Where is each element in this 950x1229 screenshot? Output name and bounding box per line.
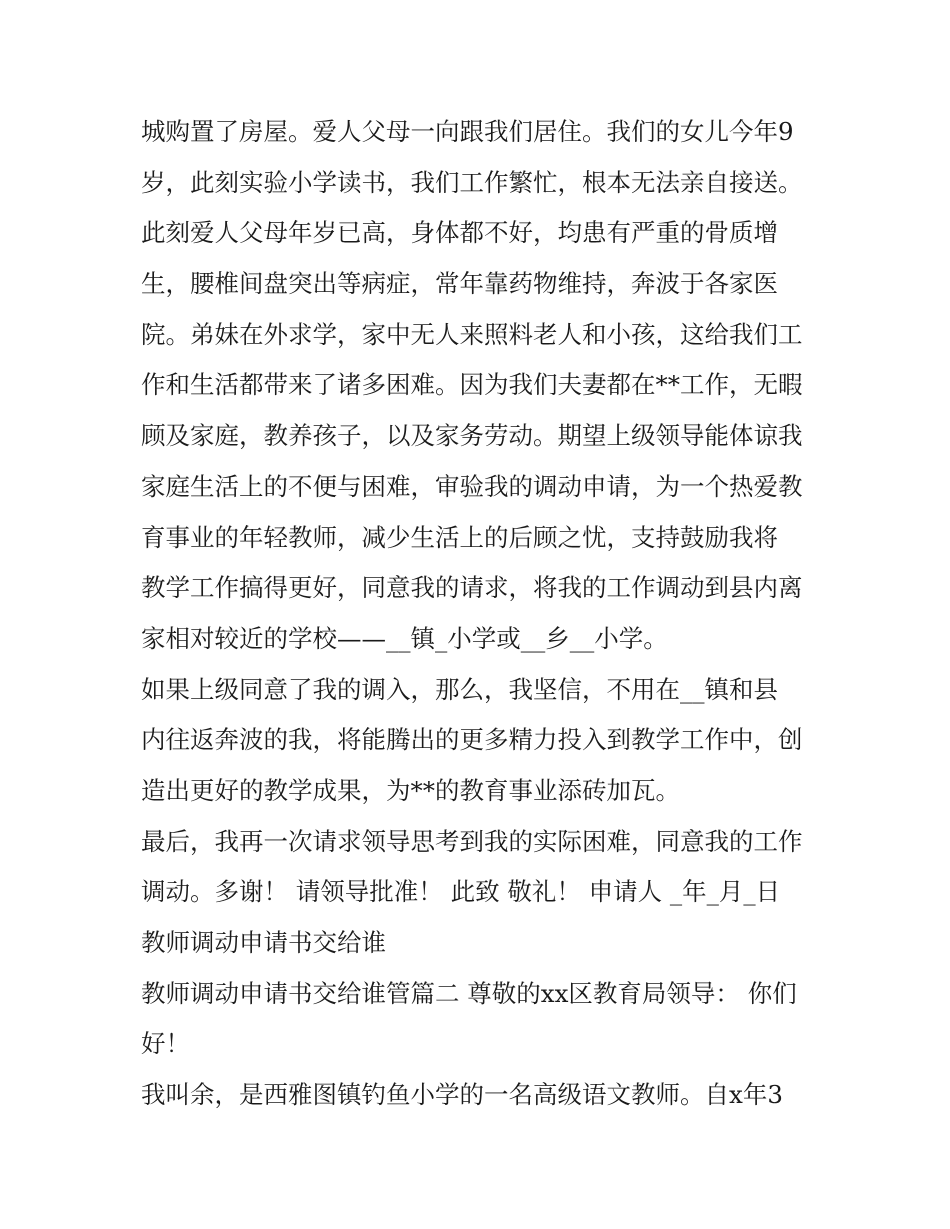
- text-line: 好！: [141, 1029, 190, 1059]
- text-line: 家庭生活上的不便与困难，审验我的调动申请，为一个热爱教: [141, 471, 803, 501]
- text-line: 此刻爱人父母年岁已高，身体都不好，均患有严重的骨质增: [141, 218, 778, 248]
- text-line: 教师调动申请书交给谁管篇二 尊敬的xx区教育局领导： 你们: [141, 978, 797, 1008]
- text-line: 教学工作搞得更好，同意我的请求，将我的工作调动到县内离: [141, 573, 803, 603]
- text-line: 育事业的年轻教师，减少生活上的后顾之忧，支持鼓励我将: [141, 522, 778, 552]
- text-line: 如果上级同意了我的调入，那么，我坚信，不用在__镇和县: [141, 674, 778, 704]
- document-body: [141, 112, 821, 1126]
- text-line: 作和生活都带来了诸多困难。因为我们夫妻都在**工作，无暇: [141, 370, 803, 400]
- text-line: 造出更好的教学成果，为**的教育事业添砖加瓦。: [141, 775, 680, 805]
- text-line: 生，腰椎间盘突出等病症，常年靠药物维持，奔波于各家医: [141, 269, 778, 299]
- text-line: 家相对较近的学校——__镇_小学或__乡__小学。: [141, 623, 668, 653]
- section-heading: 教师调动申请书交给谁: [141, 928, 386, 957]
- text-line: 调动。多谢！ 请领导批准！ 此致 敬礼！ 申请人 _年_月_日: [141, 877, 781, 907]
- text-line: 最后，我再一次请求领导思考到我的实际困难，同意我的工作: [141, 826, 803, 856]
- text-line: 岁，此刻实验小学读书，我们工作繁忙，根本无法亲自接送。: [141, 167, 803, 197]
- text-line: 顾及家庭，教养孩子，以及家务劳动。期望上级领导能体谅我: [141, 421, 803, 451]
- text-line: 内往返奔波的我，将能腾出的更多精力投入到教学工作中，创: [141, 725, 803, 755]
- text-line: 我叫余，是西雅图镇钓鱼小学的一名高级语文教师。自x年3: [141, 1080, 783, 1110]
- text-line: 城购置了房屋。爱人父母一向跟我们居住。我们的女儿今年9: [141, 117, 794, 146]
- text-line: 院。弟妹在外求学，家中无人来照料老人和小孩，这给我们工: [141, 319, 803, 349]
